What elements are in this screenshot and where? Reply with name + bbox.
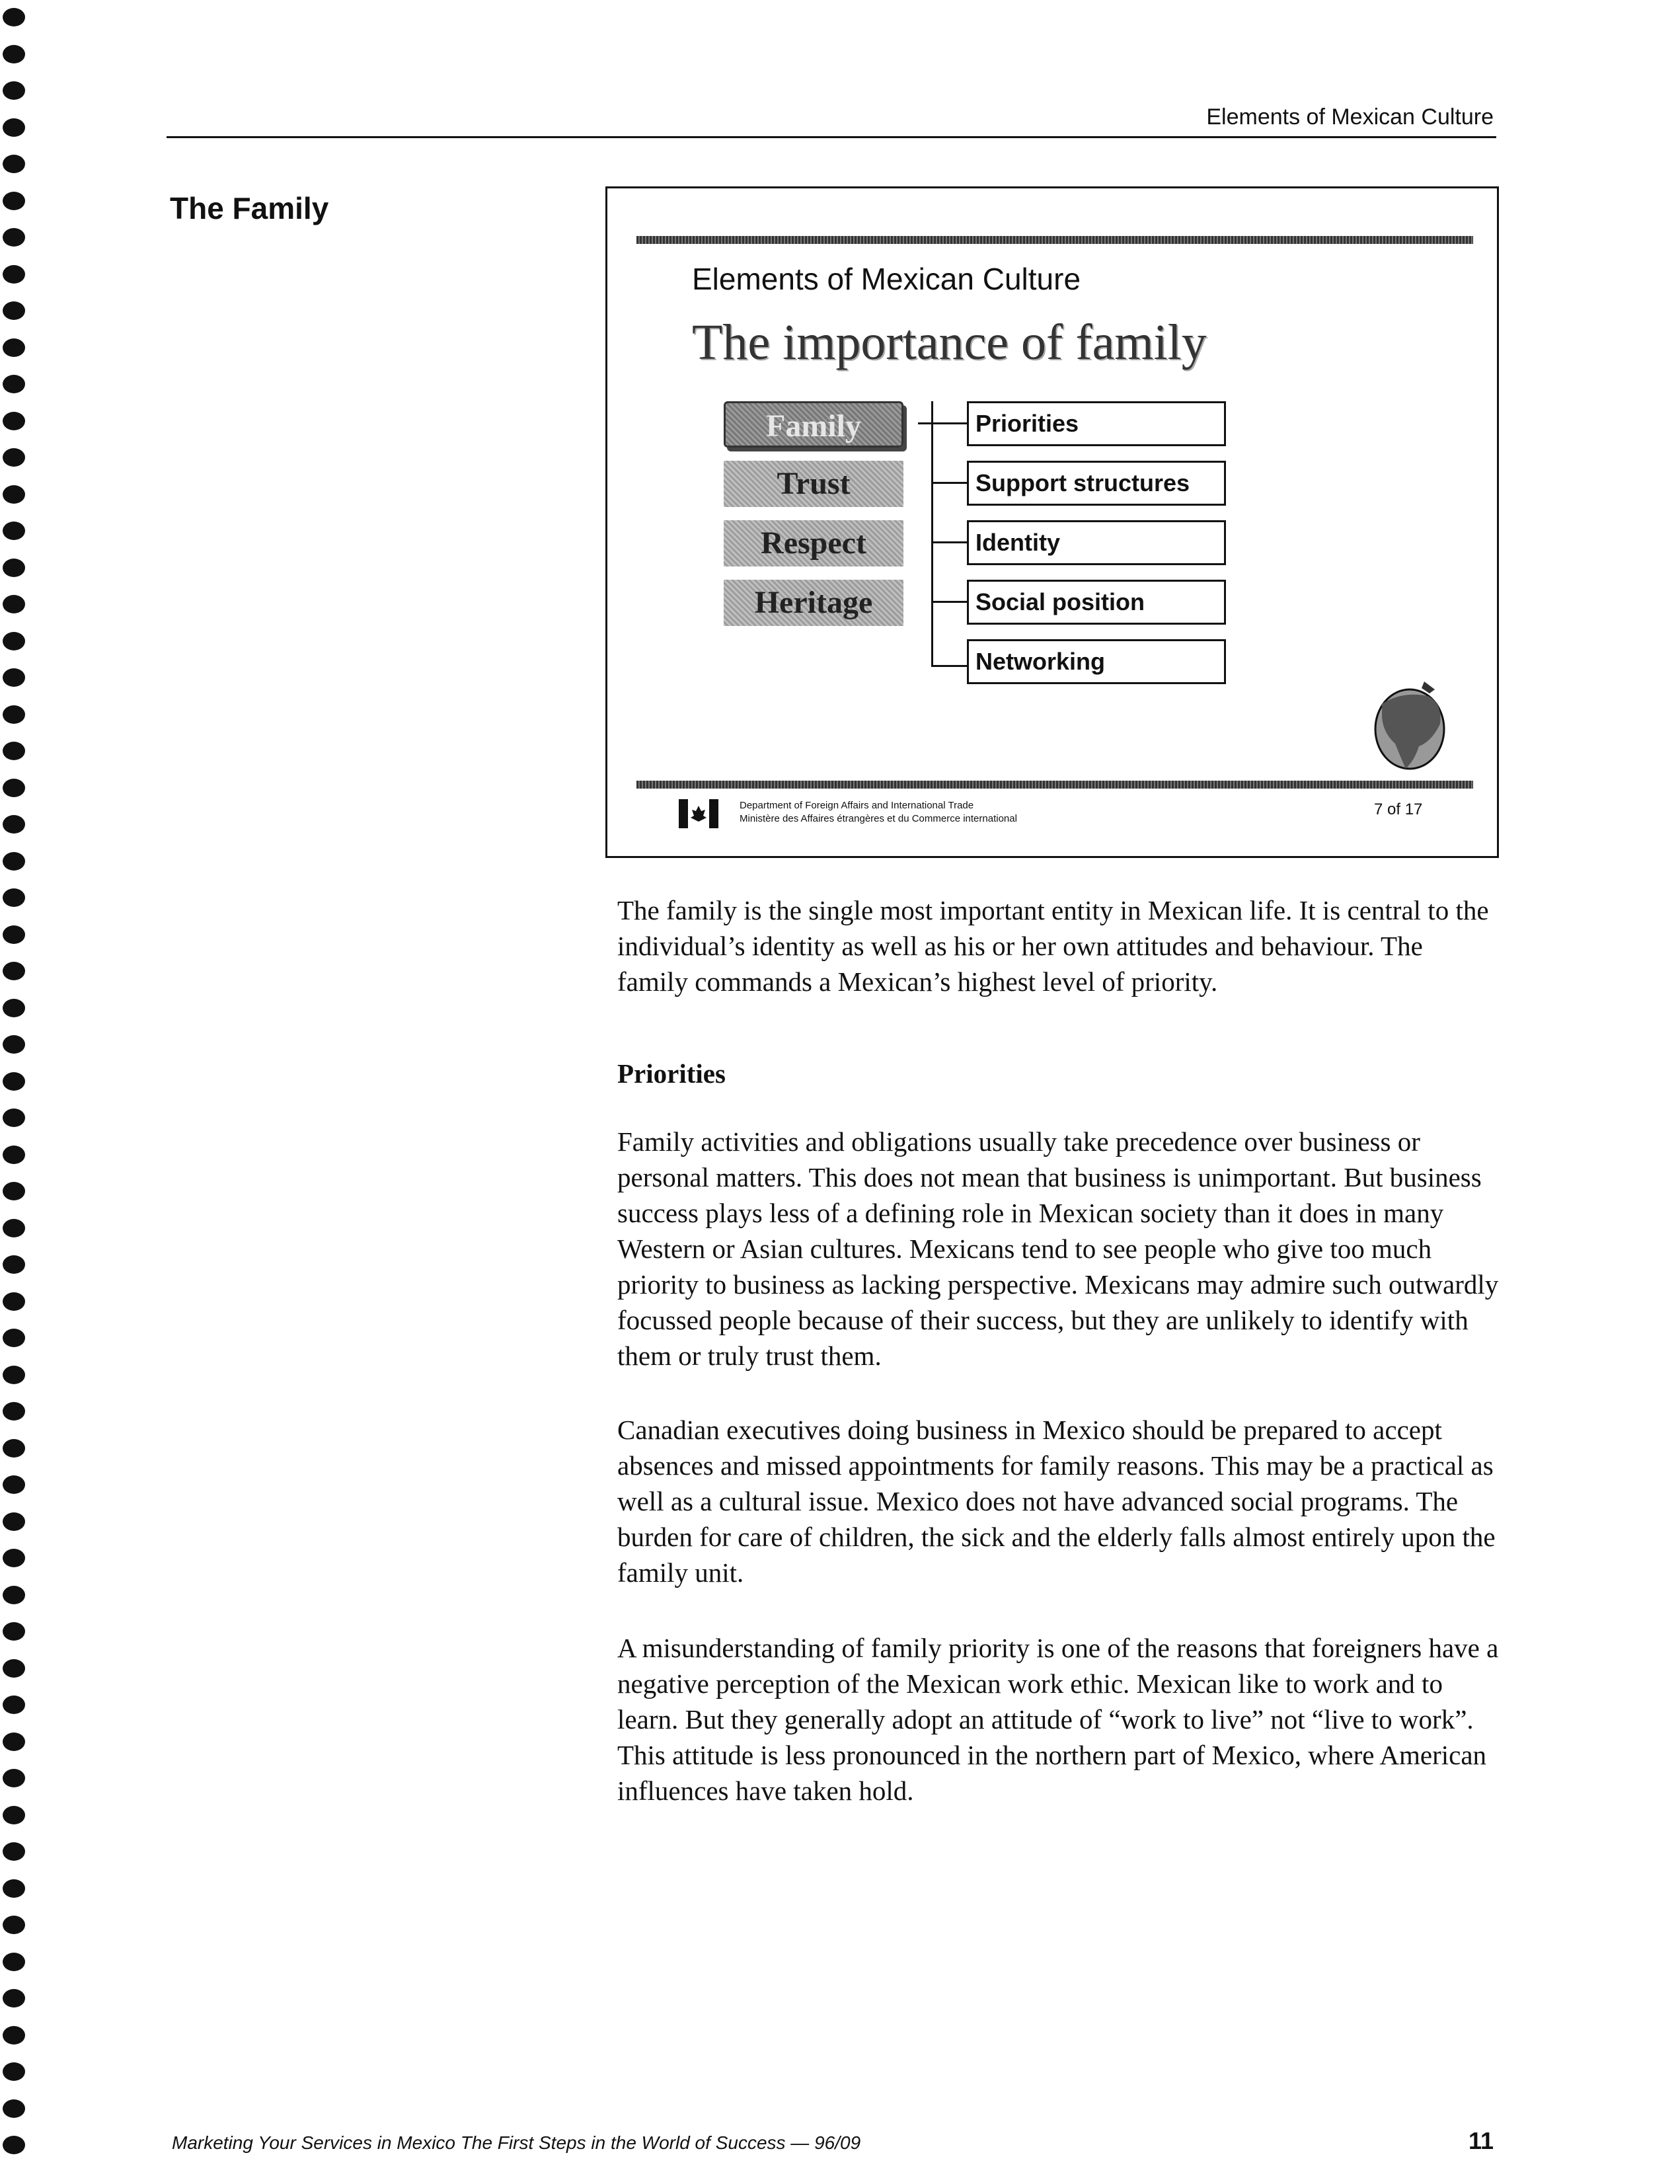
binding-hole [3, 742, 25, 760]
binding-hole [3, 1219, 25, 1237]
section-title: The Family [170, 191, 329, 225]
tab-trust: Trust [724, 461, 903, 507]
slide-title: The importance of family [692, 315, 1207, 370]
canada-flag-icon [679, 799, 718, 828]
connector-line [931, 601, 967, 603]
body-paragraph-1 [617, 1124, 1500, 1374]
binding-hole [3, 925, 25, 944]
binding-hole [3, 375, 25, 393]
binding-hole [3, 1402, 25, 1421]
binding-hole [3, 1549, 25, 1567]
binding-hole [3, 1622, 25, 1641]
binding-hole [3, 779, 25, 797]
binding-hole [3, 412, 25, 430]
binding-hole [3, 962, 25, 980]
spiral-binding [0, 0, 40, 2184]
binding-hole [3, 2136, 25, 2154]
binding-hole [3, 265, 25, 284]
binding-hole [3, 852, 25, 871]
running-header: Elements of Mexican Culture [1206, 104, 1494, 130]
page-number: 11 [1468, 2127, 1494, 2154]
item-networking: Networking [967, 639, 1226, 684]
binding-hole [3, 1475, 25, 1494]
paragraph: The family is the single most important entity in Mexican life. It is central to the individual’s identity as well as his or her own attitudes and behaviour. The family commands a Mexican’s highest level of priority. [617, 895, 1489, 997]
binding-hole [3, 1586, 25, 1604]
binding-hole [3, 1879, 25, 1898]
binding-hole [3, 999, 25, 1017]
connector-trunk [931, 401, 933, 667]
paragraph: Canadian executives doing business in Mexico should be prepared to accept absences and missed appointments for family reasons. This may be a practical as well as a cultural issue. Mexico does not have advanced social programs. The burden for care of children, the sick and the elderly falls almost entirely upon the family unit. [617, 1415, 1496, 1588]
binding-hole [3, 228, 25, 247]
item-social-position: Social position [967, 580, 1226, 625]
slide-subtitle: Elements of Mexican Culture [692, 262, 1081, 296]
binding-hole [3, 522, 25, 540]
binding-hole [3, 668, 25, 687]
slide-top-bar [636, 236, 1473, 244]
binding-hole [3, 1916, 25, 1934]
binding-hole [3, 1696, 25, 1714]
slide-figure [605, 186, 1499, 858]
binding-hole [3, 192, 25, 210]
binding-hole [3, 1035, 25, 1054]
binding-hole [3, 485, 25, 504]
body-paragraph-3 [617, 1630, 1500, 1809]
item-identity: Identity [967, 520, 1226, 565]
binding-hole [3, 448, 25, 467]
tab-family: Family [724, 401, 903, 448]
binding-hole [3, 595, 25, 613]
binding-hole [3, 1439, 25, 1458]
binding-hole [3, 118, 25, 137]
department-name-fr: Ministère des Affaires étrangères et du Commerce international [740, 813, 1017, 824]
binding-hole [3, 1842, 25, 1861]
binding-hole [3, 632, 25, 650]
binding-hole [3, 1292, 25, 1311]
item-support-structures: Support structures [967, 461, 1226, 506]
subheading-priorities: Priorities [617, 1058, 726, 1089]
binding-hole [3, 1733, 25, 1751]
connector-line [931, 541, 967, 543]
header-rule [167, 136, 1496, 138]
binding-hole [3, 1366, 25, 1384]
department-name-en: Department of Foreign Affairs and International Trade [740, 800, 974, 811]
item-priorities: Priorities [967, 401, 1226, 446]
binding-hole [3, 559, 25, 577]
binding-hole [3, 888, 25, 907]
binding-hole [3, 1072, 25, 1091]
globe-icon [1369, 678, 1455, 777]
binding-hole [3, 1989, 25, 2008]
binding-hole [3, 1769, 25, 1787]
binding-hole [3, 2099, 25, 2118]
binding-hole [3, 1953, 25, 1971]
binding-hole [3, 1255, 25, 1274]
binding-hole [3, 81, 25, 100]
body-paragraph-2 [617, 1412, 1500, 1590]
binding-hole [3, 45, 25, 63]
slide-page-indicator: 7 of 17 [1374, 800, 1423, 818]
tab-heritage: Heritage [724, 580, 903, 626]
tab-respect: Respect [724, 520, 903, 566]
binding-hole [3, 301, 25, 320]
binding-hole [3, 815, 25, 834]
connector-line [931, 665, 967, 667]
paragraph: A misunderstanding of family priority is one of the reasons that foreigners have a negative perception of the Mexican work ethic. Mexican like to work and to learn. But they generally adopt an attitude of “work to live” not “live to work”. This attitude is less pronounced in the northern part of Mexico, where American influences have taken hold. [617, 1633, 1499, 1806]
department-credit [740, 799, 1017, 826]
connector-line [931, 482, 967, 484]
binding-hole [3, 1512, 25, 1531]
binding-hole [3, 1109, 25, 1127]
connector-line [918, 422, 967, 424]
binding-hole [3, 338, 25, 357]
intro-paragraph [617, 892, 1500, 999]
binding-hole [3, 2026, 25, 2045]
binding-hole [3, 705, 25, 724]
binding-hole [3, 1182, 25, 1200]
binding-hole [3, 2062, 25, 2081]
slide-bottom-bar [636, 781, 1473, 789]
binding-hole [3, 1659, 25, 1678]
footer-publication: Marketing Your Services in Mexico The First Steps in the World of Success — 96/09 [172, 2132, 861, 2153]
paragraph: Family activities and obligations usually take precedence over business or personal matters. This does not mean that business is unimportant. But business success plays less of a defining role in Mexican society than it does in many Western or Asian cultures. Mexicans tend to see people who give too much priority to business as lacking perspective. Mexicans may admire such outwardly focussed people because of their success, but they are unlikely to identify with them or truly trust them. [617, 1126, 1499, 1371]
binding-hole [3, 8, 25, 26]
binding-hole [3, 1329, 25, 1347]
binding-hole [3, 1146, 25, 1164]
binding-hole [3, 1806, 25, 1824]
binding-hole [3, 155, 25, 173]
